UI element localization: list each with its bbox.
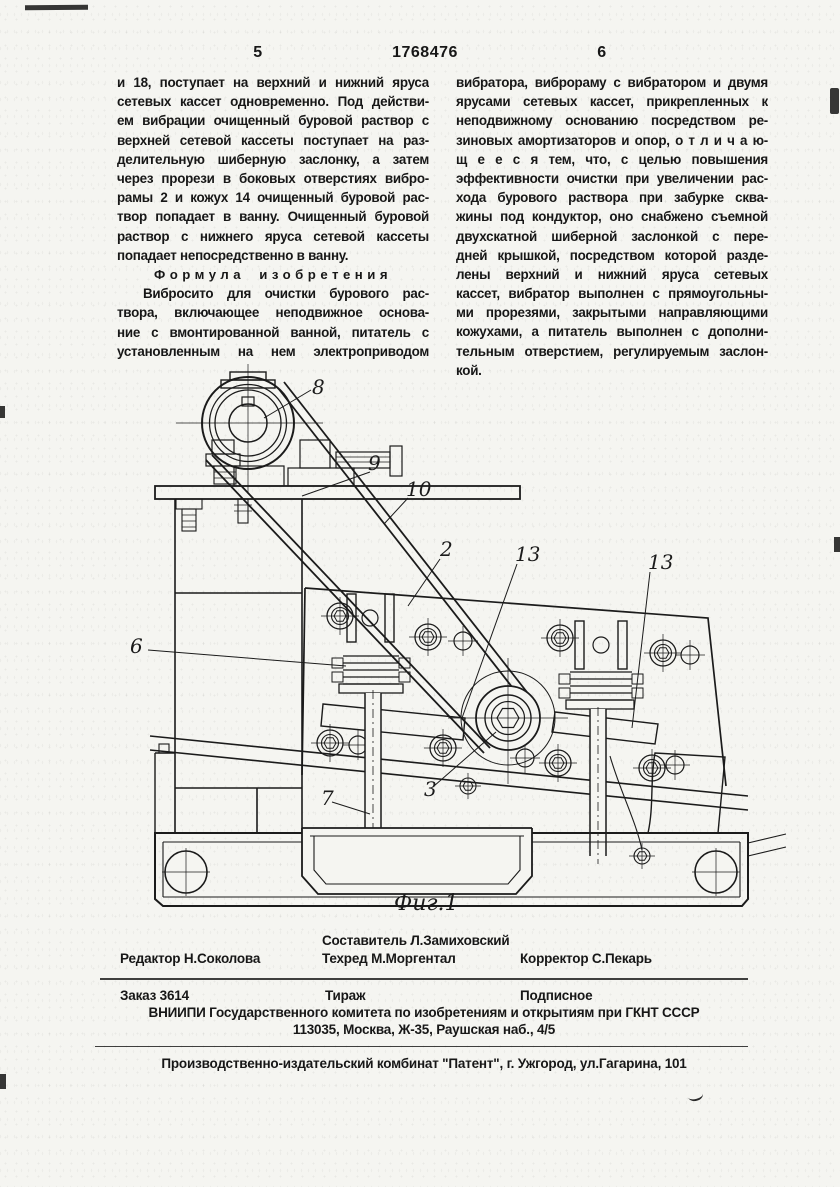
spring-hanger-left [332,594,410,848]
text-line: кожухами, а питатель выполнен с дополни- [456,324,768,340]
text-line: эффективности очистки при увеличении рас- [456,170,768,186]
figure-label-13a: 13 [515,542,541,566]
bolt-icon [409,618,447,656]
support-column [155,499,302,833]
footer-vniipi-line2: 113035, Москва, Ж-35, Раушская наб., 4/5 [292,1022,556,1037]
text-line: раствор с нижнего яруса сетевой кассеты [117,228,429,244]
text-line: двухскатной шиберной заслонкой с пере- [456,228,768,244]
text-line: лены верхний и нижний яруса сетевых [456,266,768,282]
footer-compiler: Составитель Л.Замиховский [322,933,510,948]
text-line [456,150,768,169]
footer-editor: Редактор Н.Соколова [120,951,261,966]
text-line-content: щ е е с я тем, что, с целью повышения [456,151,768,167]
text-line: и 18, поступает на верхний и нижний яруса [117,75,429,90]
footer-podpisnoe: Подписное [520,988,593,1003]
text-line: рамы 2 и кожух 14 очищенный буровой рас- [117,190,429,206]
scan-mark [834,537,840,552]
footer-tirazh: Тираж [325,988,366,1003]
text-line: хода бурового раствора при забурке сква- [456,190,768,206]
footer-production: Производственно-издательский комбинат "Патент", г. Ужгород, ул.Гагарина, 101 [161,1056,687,1071]
text-line-content: дней крышкой, посредством которой разде- [456,247,768,263]
text-line: ем вибрации очищенный буровой раствор с [117,113,429,129]
figure-label-9: 9 [368,451,381,475]
page-number-left: 5 [253,44,263,61]
text-line: ние с вмонтированной ванной, питатель с [117,324,429,340]
bolt-icon [448,626,478,656]
divider [95,1046,748,1047]
figure-label-2: 2 [440,537,453,561]
divider [100,978,748,980]
text-line: неподвижному основанию посредством ре- [456,113,768,129]
page-number-right: 6 [597,44,607,61]
text-line: зиновых амортизаторов и опор, о т л и ч а ю- [456,132,768,148]
figure-drawing [118,356,788,934]
bolt-icon [629,843,655,869]
scan-mark [25,5,88,11]
figure-label-7: 7 [321,786,334,810]
bolt-icon [675,640,705,670]
text-line-content: тельным отверстием, регулируемым заслон- [456,343,768,359]
motor-stand [155,440,520,531]
right-column [456,73,768,380]
bolt-icon [541,619,579,657]
patent-number: 1768476 [392,44,458,61]
text-line: попадает непосредственно в ванну. [117,247,349,263]
figure-label-13b: 13 [648,550,674,574]
text-line: вибратора, виброраму с вибратором и двумя [456,75,768,90]
figure-label-6: 6 [130,634,143,658]
text-line: твора, включающее неподвижное основа- [117,305,429,321]
figure-label-3: 3 [424,777,437,801]
text-line: Вибросито для очистки бурового рас- [143,286,429,302]
figure-label-10: 10 [406,477,432,501]
footer-corrector: Корректор С.Пекарь [520,951,652,966]
text-line: через прорези в боковых отверстиях вибро- [117,170,429,186]
formula-heading: Формула изобретения [153,266,393,282]
figure-caption: Фиг.1 [394,891,459,916]
left-column [117,73,429,361]
spring-hanger-right [559,621,643,864]
text-line: жины под кондуктор, оно снабжено съемной [456,209,768,225]
bolt-icon [455,773,481,799]
scan-mark [0,1074,6,1089]
scan-mark [0,406,5,418]
tub [302,828,532,894]
text-line: ярусами сетевых кассет, прикрепленных к [456,94,768,110]
footer-techred: Техред М.Моргентал [322,951,456,966]
text-line [456,246,768,265]
text-line: ми прорезями, закрытыми направляющими [456,305,768,321]
motor-pulley [176,364,323,494]
scan-mark [687,1088,704,1102]
figure-1 [118,356,788,934]
text-line: твор попадает в ванну. Очищенный буровой [117,209,429,225]
figure-label-8: 8 [312,375,325,399]
text-line: кассет, вибратор выполнен с прямоугольны- [456,286,768,302]
text-line: верхней сетевой кассеты поступает на раз- [117,132,429,148]
text-line: кой. [456,362,482,378]
bolt-icon [644,634,682,672]
footer-vniipi-line1: ВНИИПИ Государственного комитета по изобретениям и открытиям при ГКНТ СССР [148,1005,700,1020]
text-line: установленным на нем электроприводом [117,343,429,359]
footer-order: Заказ 3614 [120,988,189,1003]
text-line: делительную шиберную заслонку, а затем [117,151,429,167]
scan-mark [830,88,839,114]
bolt-icon [311,724,349,762]
text-line: сетевых кассет одновременно. Под действи- [117,94,429,110]
bolt-icon [424,729,462,767]
